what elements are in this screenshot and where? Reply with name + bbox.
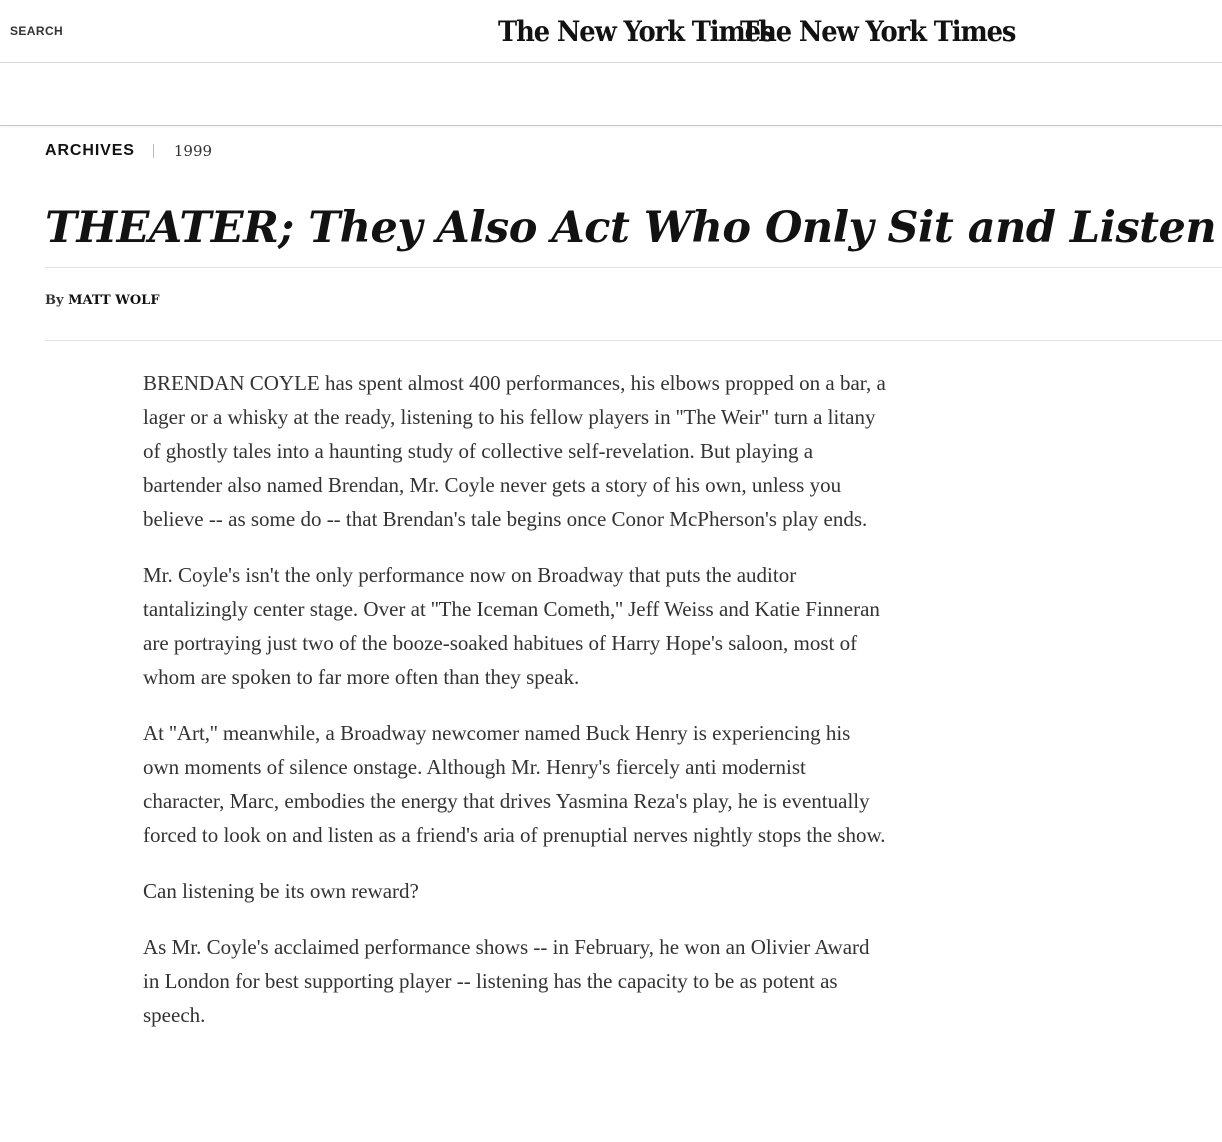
nyt-logo-duplicate: The New York Times bbox=[740, 15, 1016, 48]
archives-link[interactable]: ARCHIVES bbox=[45, 142, 135, 159]
article-paragraph: As Mr. Coyle's acclaimed performance shows -- in February, he won an Olivier Award in London for best supporting player -- listening has the capacity to be as potent as speech. bbox=[143, 935, 870, 1027]
article-paragraph: Mr. Coyle's isn't the only performance now on Broadway that puts the auditor tantalizingly center stage. Over at ''The Iceman Cometh,'' Jeff Weiss and Katie Finneran are portraying just two of the booze-soaked habitues of Harry Hope's saloon, most of whom are spoken to far more often than they speak. bbox=[143, 563, 880, 689]
kicker-divider bbox=[153, 144, 154, 158]
article-paragraph: Can listening be its own reward? bbox=[143, 879, 419, 903]
archive-year: 1999 bbox=[173, 142, 213, 160]
nyt-logo: The New York Times bbox=[498, 15, 774, 48]
article-body bbox=[143, 366, 888, 1054]
masthead bbox=[0, 0, 1222, 63]
kicker bbox=[45, 141, 212, 161]
byline bbox=[45, 293, 160, 308]
headline-divider bbox=[45, 267, 1222, 268]
article-paragraph: BRENDAN COYLE has spent almost 400 performances, his elbows propped on a bar, a lager or a whisky at the ready, listening to his fellow players in ''The Weir'' turn a litany of ghostly tales into a haunting study of collective self-revelation. But playing a bartender also named Brendan, Mr. Coyle never gets a story of his own, unless you believe -- as some do -- that Brendan's tale begins once Conor McPherson's play ends. bbox=[143, 371, 886, 531]
section-nav bbox=[0, 63, 1222, 126]
byline-prefix: By bbox=[45, 293, 64, 308]
byline-divider bbox=[45, 340, 1222, 341]
article-headline: THEATER; They Also Act Who Only Sit and Listen bbox=[45, 203, 1217, 253]
search-button[interactable]: SEARCH bbox=[10, 24, 64, 38]
nyt-logo-link[interactable] bbox=[498, 12, 1016, 52]
article-paragraph: At ''Art,'' meanwhile, a Broadway newcomer named Buck Henry is experiencing his own moments of silence onstage. Although Mr. Henry's fiercely anti modernist character, Marc, embodies the energy that drives Yasmina Reza's play, he is eventually forced to look on and listen as a friend's aria of prenuptial nerves nightly stops the show. bbox=[143, 721, 886, 847]
author-link[interactable]: MATT WOLF bbox=[68, 293, 160, 308]
